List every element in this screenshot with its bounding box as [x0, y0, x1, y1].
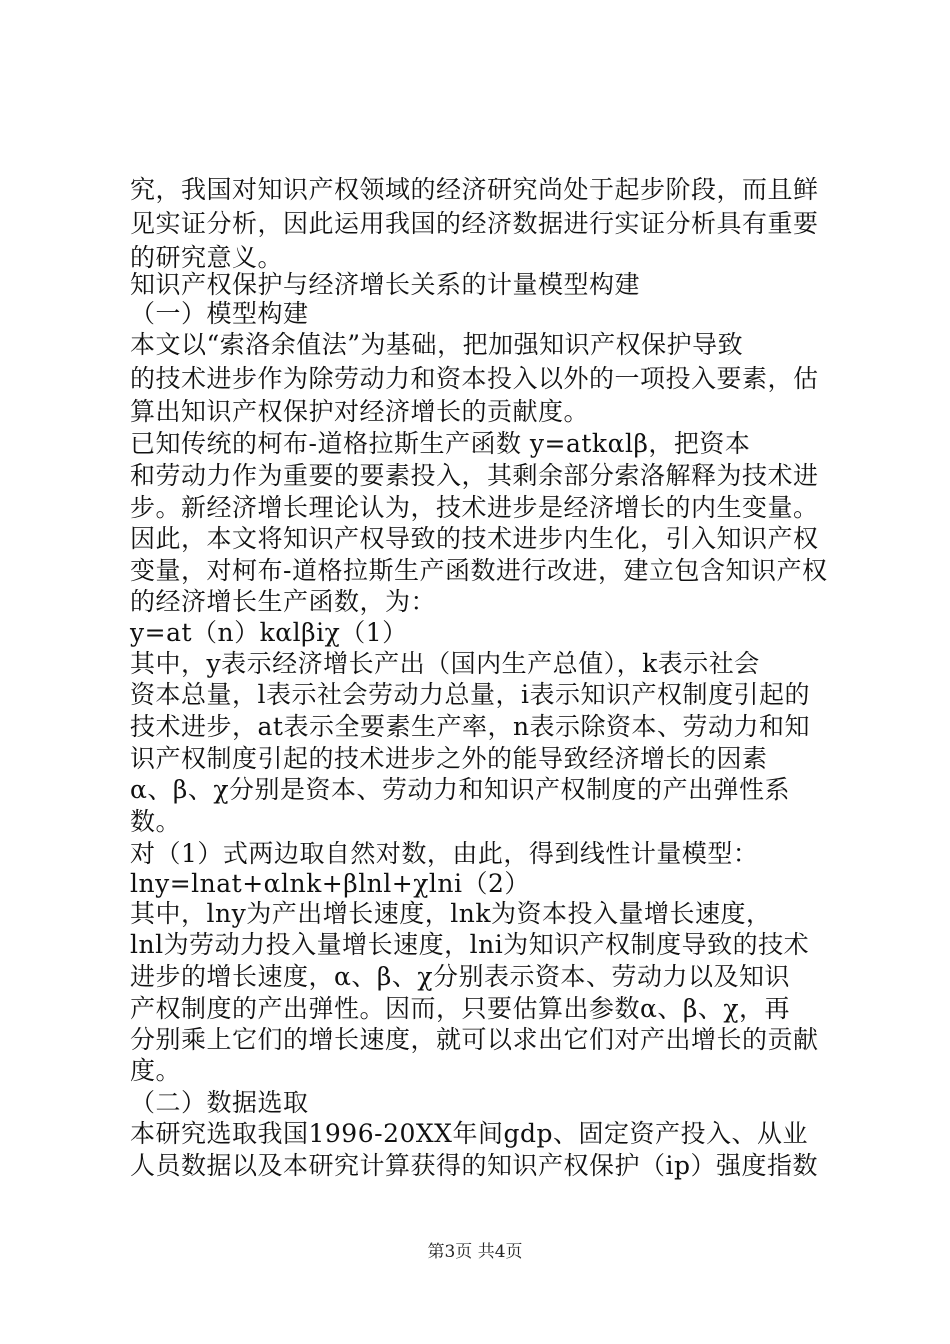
text-line: 数。 — [130, 807, 182, 836]
text-line: 变量，对柯布-道格拉斯生产函数进行改进，建立包含知识产权 — [130, 556, 828, 585]
text-line: 对（1）式两边取自然对数，由此，得到线性计量模型： — [130, 839, 759, 868]
text-line: lnl为劳动力投入量增长速度，lni为知识产权制度导致的技术 — [130, 930, 810, 959]
formula-line: lny=lnat+αlnk+βlnl+χlni（2） — [130, 869, 530, 898]
text-line: 资本总量，l表示社会劳动力总量，i表示知识产权制度引起的 — [130, 680, 810, 709]
text-line: 和劳动力作为重要的要素投入，其剩余部分索洛解释为技术进 — [130, 461, 819, 490]
text-line: 其中，lny为产出增长速度，lnk为资本投入量增长速度， — [130, 899, 772, 928]
section-heading: 知识产权保护与经济增长关系的计量模型构建 — [130, 270, 641, 299]
text-line: 进步的增长速度，α、β、χ分别表示资本、劳动力以及知识 — [130, 962, 790, 991]
subsection-heading: （二）数据选取 — [130, 1088, 309, 1117]
text-line: 的研究意义。 — [130, 243, 284, 272]
text-line: 见实证分析，因此运用我国的经济数据进行实证分析具有重要 — [130, 209, 819, 238]
text-line: 算出知识产权保护对经济增长的贡献度。 — [130, 397, 590, 426]
text-line: 本研究选取我国1996-20XX年间gdp、固定资产投入、从业 — [130, 1119, 808, 1148]
text-line: 的技术进步作为除劳动力和资本投入以外的一项投入要素，估 — [130, 364, 819, 393]
text-line: 步。新经济增长理论认为，技术进步是经济增长的内生变量。 — [130, 493, 819, 522]
text-line: 因此，本文将知识产权导致的技术进步内生化，引入知识产权 — [130, 524, 819, 553]
formula-line: y=at（n）kαlβiχ（1） — [130, 618, 408, 647]
text-line: 已知传统的柯布-道格拉斯生产函数 y=atkαlβ，把资本 — [130, 429, 751, 458]
text-line: 的经济增长生产函数，为： — [130, 587, 437, 616]
text-line: 度。 — [130, 1056, 182, 1085]
subsection-heading: （一）模型构建 — [130, 299, 309, 328]
text-line: 本文以“索洛余值法”为基础，把加强知识产权保护导致 — [130, 330, 744, 359]
text-line: 识产权制度引起的技术进步之外的能导致经济增长的因素 — [130, 744, 768, 773]
text-line: 分别乘上它们的增长速度，就可以求出它们对产出增长的贡献 — [130, 1025, 819, 1054]
page-footer: 第3页 共4页 — [427, 1242, 523, 1262]
text-line: 产权制度的产出弹性。因而，只要估算出参数α、β、χ，再 — [130, 994, 790, 1023]
text-line: 其中，y表示经济增长产出（国内生产总值），k表示社会 — [130, 649, 760, 678]
text-line: 技术进步，at表示全要素生产率，n表示除资本、劳动力和知 — [130, 712, 811, 741]
text-line: 究，我国对知识产权领域的经济研究尚处于起步阶段，而且鲜 — [130, 175, 819, 204]
text-line: 人员数据以及本研究计算获得的知识产权保护（ip）强度指数 — [130, 1151, 819, 1180]
text-line: α、β、χ分别是资本、劳动力和知识产权制度的产出弹性系 — [130, 775, 790, 804]
